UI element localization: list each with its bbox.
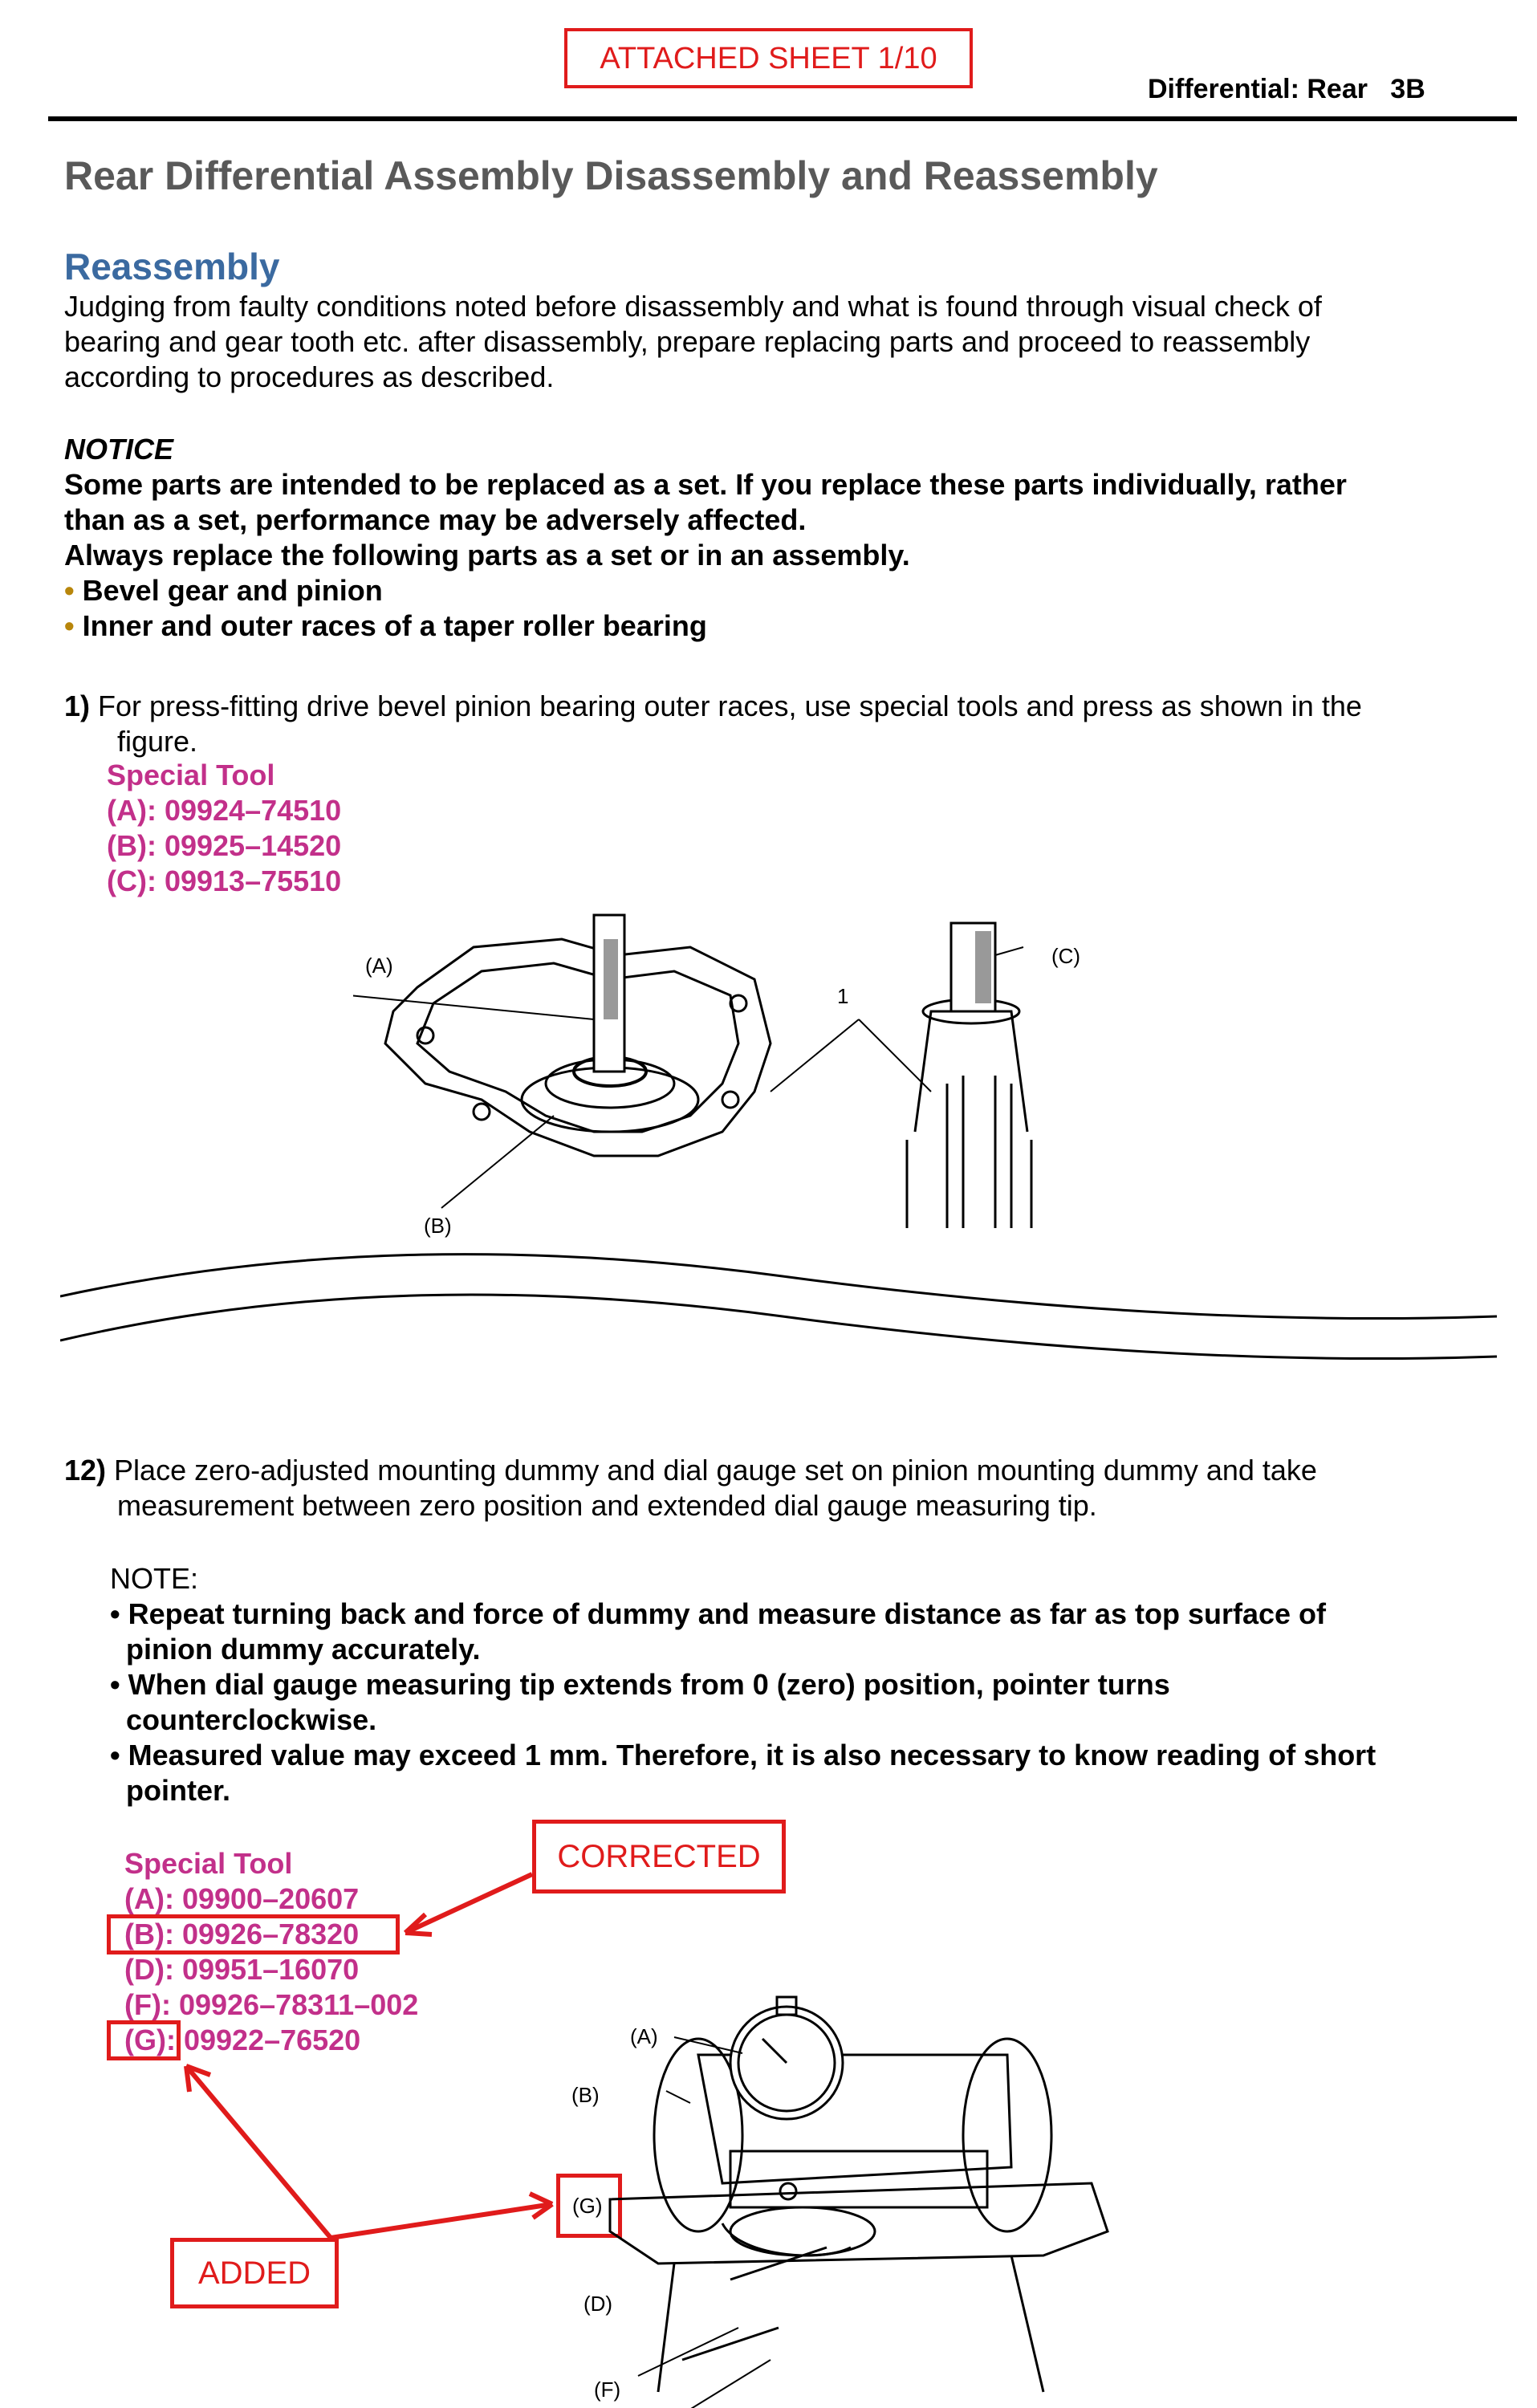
figure-label: (B) [424, 1214, 452, 1238]
figure-label: (D) [583, 2292, 613, 2316]
special-tool-item: (D): 09951–16070 [124, 1953, 360, 1986]
note-line: • Repeat turning back and force of dummy and measure distance as far as top surface of [110, 1597, 1327, 1630]
bullet-text: Bevel gear and pinion [82, 574, 383, 607]
special-tool-heading: Special Tool [107, 759, 275, 791]
notice-line: Some parts are intended to be replaced as a set. If you replace these parts individually, rather [64, 468, 1347, 501]
notice-line: than as a set, performance may be adversely affected. [64, 503, 807, 536]
special-tool-item: (B): 09925–14520 [107, 829, 342, 862]
bullet-text: Inner and outer races of a taper roller bearing [82, 609, 707, 642]
note-line: pinion dummy accurately. [126, 1633, 481, 1666]
step-number: 1) [64, 689, 91, 722]
figure-label: 1 [837, 984, 849, 1008]
special-tool-heading: Special Tool [124, 1847, 293, 1880]
note-line: counterclockwise. [126, 1703, 377, 1736]
special-tool-item: (C): 09913–75510 [107, 864, 342, 897]
corrected-label: CORRECTED [557, 1839, 761, 1874]
section-header: Differential: Rear 3B [1148, 74, 1425, 104]
step-text: For press-fitting drive bevel pinion bearing outer races, use special tools and press as shown in the [98, 689, 1362, 722]
special-tool-item: (A): 09924–74510 [107, 794, 342, 827]
intro-line: Judging from faulty conditions noted before disassembly and what is found through visual check of [64, 290, 1322, 323]
special-tool-item: (B): 09926–78320 [124, 1918, 360, 1950]
figure-label: (A) [630, 2024, 658, 2048]
added-label: ADDED [197, 2255, 311, 2291]
figure-label: (C) [1051, 944, 1081, 968]
notice-line: Always replace the following parts as a set or in an assembly. [64, 539, 910, 571]
intro-line: according to procedures as described. [64, 360, 555, 393]
section-subtitle: Reassembly [64, 246, 280, 287]
note-line: • Measured value may exceed 1 mm. Therefore, it is also necessary to know reading of short [110, 1739, 1376, 1771]
intro-line: bearing and gear tooth etc. after disassembly, prepare replacing parts and proceed to reassembly [64, 325, 1311, 358]
special-tool-item: (A): 09900–20607 [124, 1882, 360, 1915]
figure-label: (A) [365, 954, 393, 978]
notice-heading: NOTICE [64, 433, 174, 466]
attached-sheet-label: ATTACHED SHEET 1/10 [564, 28, 973, 88]
step-number: 12) [64, 1454, 107, 1487]
page-title: Rear Differential Assembly Disassembly and Reassembly [64, 153, 1158, 198]
special-tool-item: (G): 09922–76520 [124, 2024, 361, 2056]
step-text: Place zero-adjusted mounting dummy and dial gauge set on pinion mounting dummy and take [114, 1454, 1317, 1487]
note-line: • When dial gauge measuring tip extends from 0 (zero) position, pointer turns [110, 1668, 1170, 1701]
figure-label: (F) [594, 2377, 621, 2402]
bullet-mark: • [64, 574, 75, 607]
step-text: figure. [117, 725, 198, 758]
note-heading: NOTE: [110, 1562, 199, 1595]
figure-label: (G) [572, 2194, 603, 2218]
special-tool-item: (F): 09926–78311–002 [124, 1988, 419, 2021]
figure-label: (B) [571, 2083, 600, 2107]
bullet-mark: • [64, 609, 75, 642]
figure-dial-gauge [562, 1991, 1124, 2408]
note-line: pointer. [126, 1774, 231, 1807]
step-text: measurement between zero position and extended dial gauge measuring tip. [117, 1489, 1097, 1522]
